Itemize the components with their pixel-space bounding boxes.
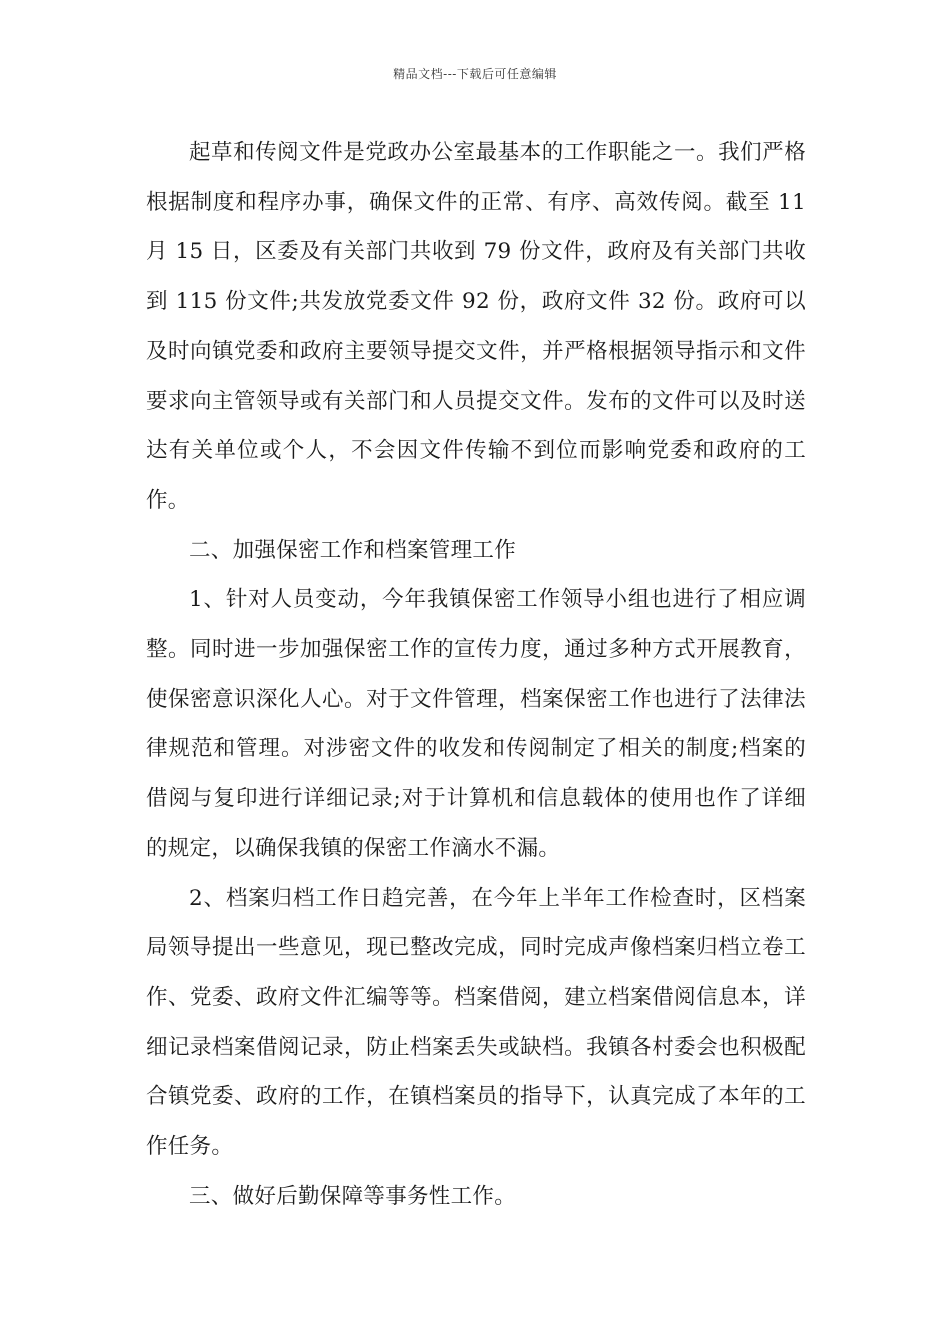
paragraph-document-circulation: 起草和传阅文件是党政办公室最基本的工作职能之一。我们严格根据制度和程序办事，确保文件的正常、有序、高效传阅。截至 11 月 15 日，区委及有关部门共收到 79 份文件，政府及有关部门共收到 115 份文件;共发放党委文件 92 份，政府文件 32 份。政府可以及时向镇党委和政府主要领导提交文件，并严格根据领导指示和文件要求向主管领导或有关部门和人员提交文件。发布的文件可以及时送达有关单位或个人，不会因文件传输不到位而影响党委和政府的工作。	[146, 140, 806, 513]
section-heading-logistics: 三、做好后勤保障等事务性工作。	[189, 1183, 517, 1209]
section-heading-confidentiality: 二、加强保密工作和档案管理工作	[189, 537, 517, 563]
paragraph-confidentiality-work: 1、针对人员变动，今年我镇保密工作领导小组也进行了相应调整。同时进一步加强保密工作的宣传力度，通过多种方式开展教育，使保密意识深化人心。对于文件管理，档案保密工作也进行了法律法律规范和管理。对涉密文件的收发和传阅制定了相关的制度;档案的借阅与复印进行详细记录;对于计算机和信息载体的使用也作了详细的规定，以确保我镇的保密工作滴水不漏。	[146, 587, 806, 861]
document-body	[146, 128, 806, 1221]
page-header: 精品文档---下载后可任意编辑	[393, 67, 557, 81]
paragraph-archive-work: 2、档案归档工作日趋完善，在今年上半年工作检查时，区档案局领导提出一些意见，现已整改完成，同时完成声像档案归档立卷工作、党委、政府文件汇编等等。档案借阅，建立档案借阅信息本，详细记录档案借阅记录，防止档案丢失或缺档。我镇各村委会也积极配合镇党委、政府的工作，在镇档案员的指导下，认真完成了本年的工作任务。	[146, 885, 806, 1160]
